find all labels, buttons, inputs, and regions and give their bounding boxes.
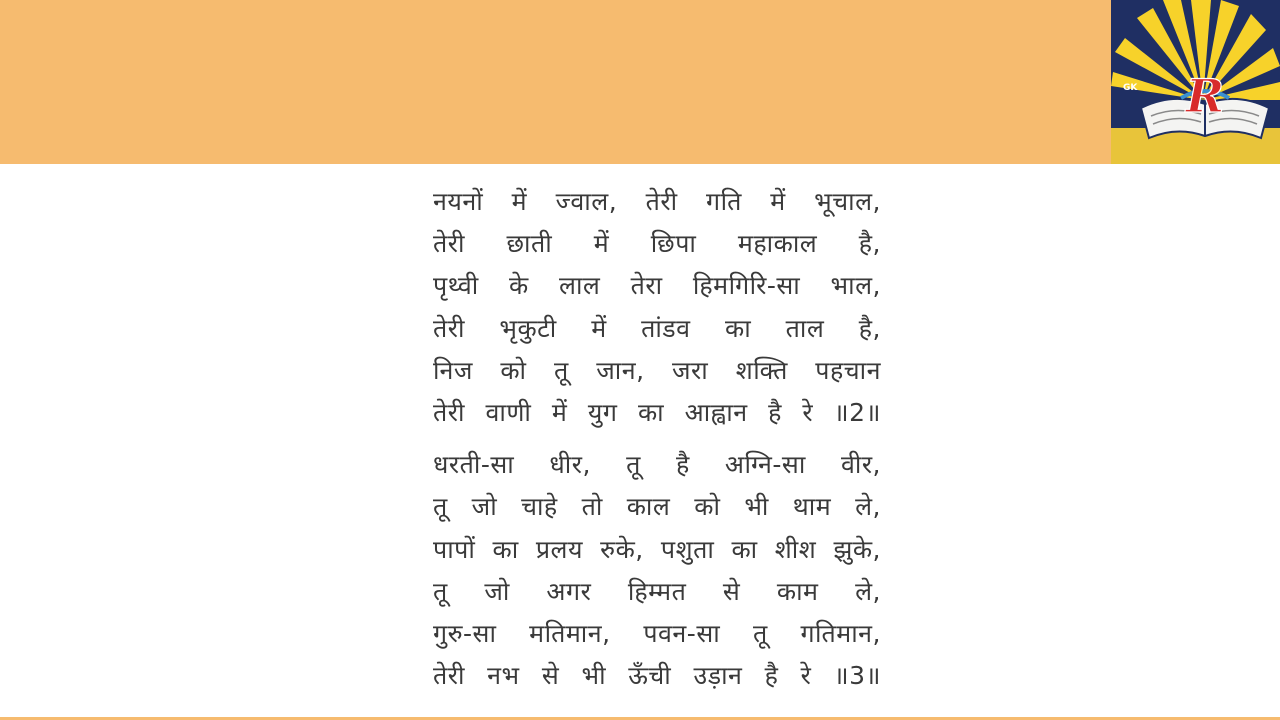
poem-line: गुरु-सा मतिमान, पवन-सा तू गतिमान, <box>433 618 881 648</box>
logo-corner-mark: GK <box>1123 83 1138 93</box>
poem-line: तेरी भृकुटी में तांडव का ताल है, <box>433 313 881 343</box>
poem-line: पृथ्वी के लाल तेरा हिमगिरि-सा भाल, <box>433 271 881 301</box>
poem-text <box>433 181 881 697</box>
poem-line: तू जो चाहे तो काल को भी थाम ले, <box>433 492 881 522</box>
top-banner <box>0 0 1111 164</box>
poem-line: तेरी नभ से भी ऊँची उड़ान है रे ॥3॥ <box>433 661 881 691</box>
logo-letter: R <box>1185 69 1225 123</box>
poem-line: पापों का प्रलय रुके, पशुता का शीश झुके, <box>433 534 881 564</box>
poem-line: निज को तू जान, जरा शक्ति पहचान <box>433 355 881 385</box>
poem-line: तेरी छाती में छिपा महाकाल है, <box>433 229 881 259</box>
publisher-logo <box>1111 0 1280 164</box>
stanza-2 <box>433 181 881 434</box>
stanza-3 <box>433 444 881 697</box>
open-book-sunburst-icon <box>1111 0 1280 164</box>
poem-line: धरती-सा धीर, तू है अग्नि-सा वीर, <box>433 450 881 480</box>
poem-line: तू जो अगर हिम्मत से काम ले, <box>433 576 881 606</box>
poem-line: नयनों में ज्वाल, तेरी गति में भूचाल, <box>433 187 881 216</box>
poem-line: तेरी वाणी में युग का आह्वान है रे ॥2॥ <box>433 397 881 427</box>
